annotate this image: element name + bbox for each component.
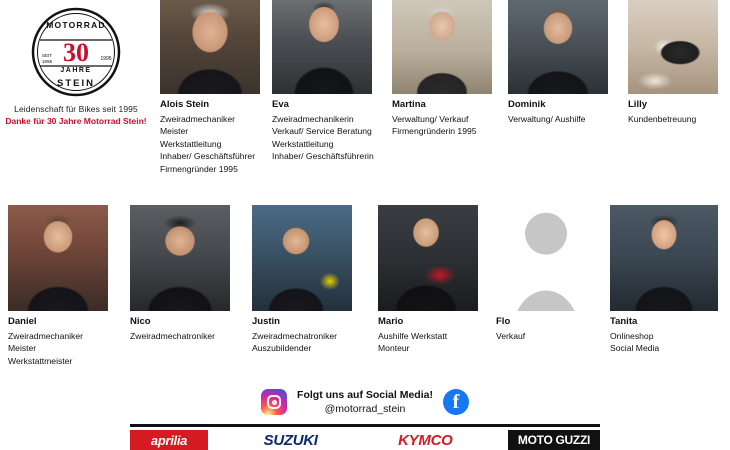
team-member-name: Martina [392, 99, 426, 110]
svg-text:1995: 1995 [100, 56, 112, 62]
instagram-icon[interactable] [261, 389, 287, 415]
team-member-card [8, 205, 108, 367]
social-headline: Folgt uns auf Social Media! [297, 389, 433, 401]
brand-logo-strip [130, 430, 600, 450]
team-member-card [610, 205, 718, 355]
team-member-photo [610, 205, 718, 311]
team-member-roles: Zweiradmechaniker Meister Werkstattmeister [8, 330, 83, 366]
team-member-name: Flo [496, 316, 511, 327]
team-member-photo [628, 0, 718, 94]
logo-tagline: Leidenschaft für Bikes seit 1995 [14, 104, 138, 114]
svg-text:30: 30 [63, 38, 89, 67]
facebook-icon[interactable]: f [443, 389, 469, 415]
svg-text:MOTORRAD: MOTORRAD [46, 20, 106, 30]
team-member-card [508, 0, 608, 125]
team-member-roles: Onlineshop Social Media [610, 330, 660, 354]
svg-text:JAHRE: JAHRE [60, 67, 92, 74]
team-member-roles: Zweiradmechatroniker [130, 330, 216, 341]
team-member-name: Daniel [8, 316, 37, 327]
team-member-card [378, 205, 478, 355]
team-member-name: Tanita [610, 316, 638, 327]
team-member-name: Nico [130, 316, 151, 327]
team-member-photo [392, 0, 492, 94]
team-member-roles: Kundenbetreuung [628, 113, 697, 124]
brand-logo-moto-guzzi: MOTO GUZZI [508, 430, 600, 450]
svg-text:1995: 1995 [41, 59, 53, 64]
team-member-roles: Aushilfe Werkstatt Monteur [378, 330, 448, 354]
team-member-card [272, 0, 372, 163]
social-media-text [297, 389, 433, 415]
logo-subtagline: Danke für 30 Jahre Motorrad Stein! [5, 116, 147, 126]
team-member-card [496, 205, 596, 342]
team-member-name: Lilly [628, 99, 648, 110]
team-member-roles: Zweiradmechaniker Meister Werkstattleitung Inhaber/ Geschäftsführer Firmengründer 1995 [160, 113, 256, 174]
social-media-bar [0, 382, 730, 422]
team-member-photo [378, 205, 478, 311]
team-member-roles: Zweiradmechatroniker Auszubildender [252, 330, 338, 354]
svg-text:STEIN: STEIN [57, 78, 95, 89]
team-member-name: Justin [252, 316, 280, 327]
motorrad-stein-logo-icon [22, 6, 130, 98]
svg-text:SEIT: SEIT [41, 53, 53, 58]
team-member-name: Dominik [508, 99, 546, 110]
team-member-card [252, 205, 352, 355]
brand-logo-suzuki: SUZUKI [239, 430, 343, 450]
team-member-name: Mario [378, 316, 404, 327]
team-member-card [160, 0, 260, 175]
team-member-photo [272, 0, 372, 94]
team-member-card [392, 0, 492, 138]
brand-strip-divider [130, 424, 600, 427]
team-member-name: Eva [272, 99, 289, 110]
team-member-roles: Verkauf [496, 330, 526, 341]
social-handle: @motorrad_stein [324, 403, 406, 415]
brand-logo-block [0, 0, 152, 190]
team-member-photo [130, 205, 230, 311]
brand-logo-aprilia: aprilia [130, 430, 208, 450]
team-member-roles: Zweiradmechanikerin Verkauf/ Service Beratung Werkstattleitung Inhaber/ Geschäftsführerin [272, 113, 374, 162]
team-member-photo [160, 0, 260, 94]
team-member-name: Alois Stein [160, 99, 210, 110]
team-member-roles: Verwaltung/ Aushilfe [508, 113, 586, 124]
team-member-photo [252, 205, 352, 311]
team-member-photo [508, 0, 608, 94]
team-member-card [130, 205, 230, 342]
team-member-photo [8, 205, 108, 311]
team-member-card [628, 0, 718, 125]
team-member-roles: Verwaltung/ Verkauf Firmengründerin 1995 [392, 113, 477, 137]
brand-logo-kymco: KYMCO [373, 430, 477, 450]
team-member-photo-placeholder [496, 205, 596, 311]
